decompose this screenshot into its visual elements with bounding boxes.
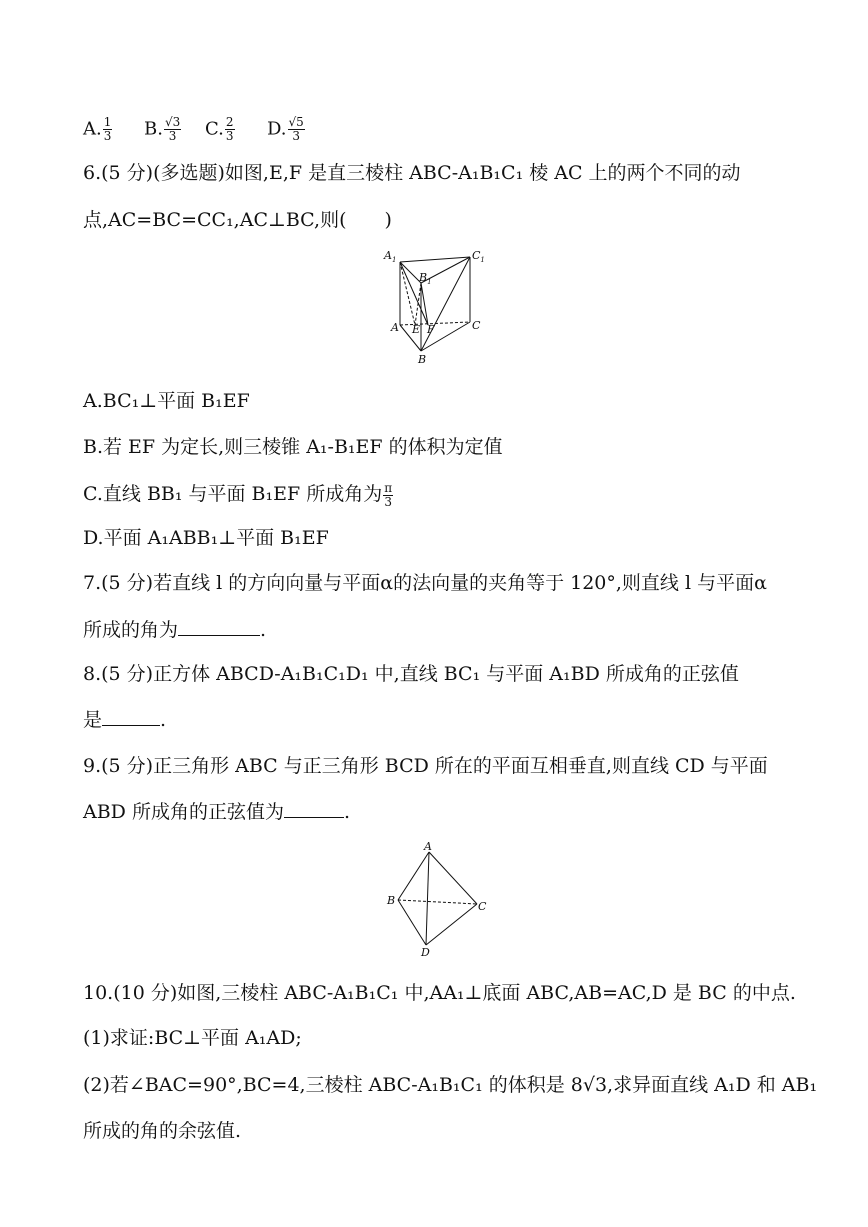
- q9-answer-blank: [284, 799, 344, 818]
- q6-option-b: B.若 EF 为定长,则三棱锥 A₁-B₁EF 的体积为定值: [83, 436, 503, 458]
- q6-prism-figure: [378, 245, 488, 370]
- label-c: C: [472, 319, 481, 332]
- label-c1: $C_1$: [472, 249, 485, 264]
- q7-line1: 7.(5 分)若直线 l 的方向向量与平面α的法向量的夹角等于 120°,则直线 l 与平面α: [83, 572, 767, 594]
- q10-stem: 10.(10 分)如图,三棱柱 ABC-A₁B₁C₁ 中,AA₁⊥底面 ABC,AB=AC,D 是 BC 的中点.: [83, 982, 796, 1004]
- q9-line1: 9.(5 分)正三角形 ABC 与正三角形 BCD 所在的平面互相垂直,则直线 CD 与平面: [83, 755, 768, 777]
- q10-part1: (1)求证:BC⊥平面 A₁AD;: [83, 1027, 302, 1049]
- q10-part2-line2: 所成的角的余弦值.: [83, 1120, 242, 1142]
- q8-answer-blank: [102, 707, 160, 726]
- q9-line2: ABD 所成角的正弦值为 .: [83, 801, 351, 823]
- q8-line1: 8.(5 分)正方体 ABCD-A₁B₁C₁D₁ 中,直线 BC₁ 与平面 A₁BD 所成角的正弦值: [83, 663, 739, 685]
- label-a: A: [391, 321, 399, 334]
- q6-stem-line1: 6.(5 分)(多选题)如图,E,F 是直三棱柱 ABC-A₁B₁C₁ 棱 AC 上的两个不同的动: [83, 162, 741, 184]
- q7-answer-blank: [178, 617, 260, 636]
- q8-line2: 是 .: [83, 709, 167, 731]
- label-a: A: [424, 840, 432, 853]
- label-b: B: [418, 353, 427, 366]
- q5-option-b: B. $\frac{√3}{3}$: [144, 115, 181, 143]
- q7-line2: 所成的角为 .: [83, 619, 267, 641]
- q6-option-a: A.BC₁⊥平面 B₁EF: [83, 390, 250, 412]
- label-c: C: [478, 900, 487, 913]
- q5-option-d: D. $\frac{√5}{3}$: [267, 115, 304, 143]
- q6-stem-line2: 点,AC=BC=CC₁,AC⊥BC,则( ): [83, 209, 392, 231]
- q6-option-c: C.直线 BB₁ 与平面 B₁EF 所成角为 $\frac{\pi}{3}$: [83, 480, 393, 509]
- q10-part2-line1: (2)若∠BAC=90°,BC=4,三棱柱 ABC-A₁B₁C₁ 的体积是 8√3,求异面直线 A₁D 和 AB₁: [83, 1074, 818, 1096]
- label-e: E: [412, 323, 421, 336]
- label-a1: $A_1$: [384, 249, 397, 264]
- label-b1: $B_1$: [419, 271, 432, 286]
- q9-tetra-figure: [383, 838, 493, 958]
- label-b: B: [387, 894, 396, 907]
- label-d: D: [421, 946, 430, 958]
- label-f: F: [427, 323, 435, 336]
- q6-option-d: D.平面 A₁ABB₁⊥平面 B₁EF: [83, 527, 329, 549]
- q5-option-c: C. $\frac{2}{3}$: [205, 115, 234, 143]
- q5-option-a: A. $\frac{1}{3}$: [83, 115, 112, 143]
